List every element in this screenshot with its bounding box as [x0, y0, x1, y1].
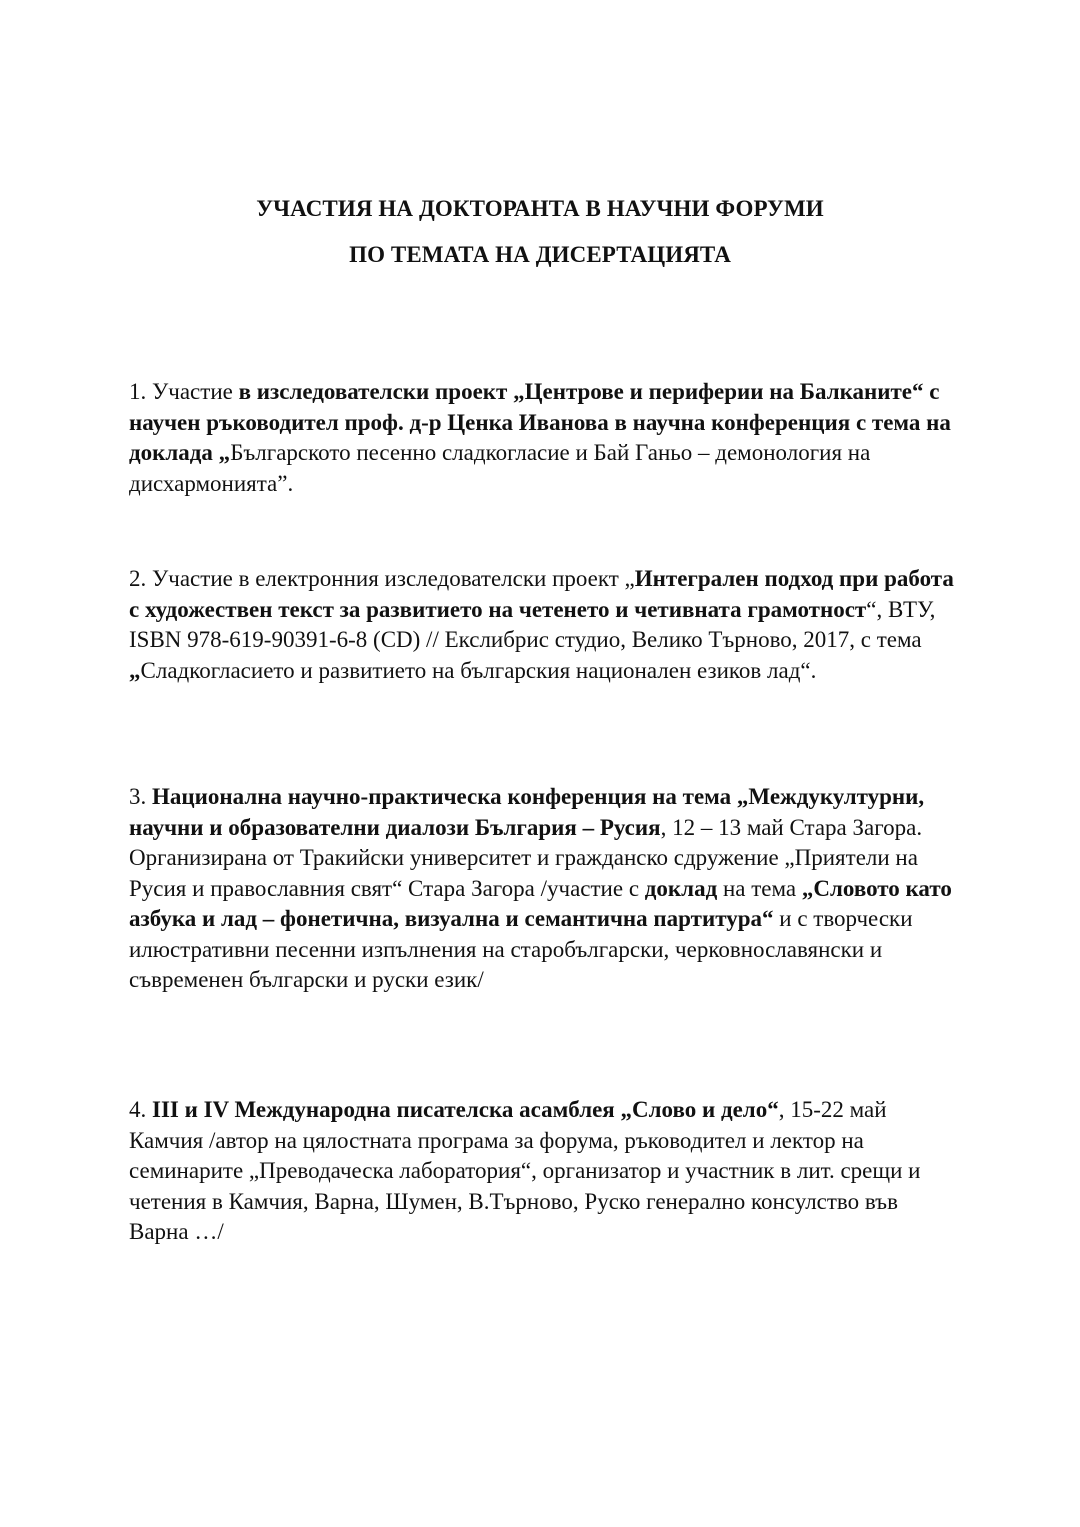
item-text: 2. Участие в електронния изследователски проект „: [129, 566, 635, 591]
item-text: на тема: [717, 875, 802, 901]
list-item: [129, 1095, 959, 1248]
item-bold-text: „Словото като азбука и лад – фонетична, визуална и семантична партитура“: [129, 875, 952, 931]
item-bold-text: в изследователски проект „Центрове и периферии на Балканите“ с научен ръководител проф. д-р Ценка Иванова в научна конференция с тема на доклада „: [129, 379, 951, 465]
item-bold-text: Интегрален подход при работа с художествен текст за развитието на четенето и четивната грамотност: [129, 566, 954, 622]
item-bold-text: III и IV Международна писателска асамблея „Слово и дело“: [152, 1097, 779, 1122]
item-text: 4.: [129, 1097, 152, 1122]
item-text: и с творчески илюстративни песенни изпълнения на старобългарски, черковнославянски и съвременен български и руски език/: [129, 906, 913, 992]
list-item: [129, 564, 959, 686]
document-title: [0, 192, 1080, 284]
item-bold-text: Национална научно-практическа конференция на тема „Междукултурни, научни и образователни диалози България – Русия: [129, 784, 925, 840]
title-line-1: УЧАСТИЯ НА ДОКТОРАНТА В НАУЧНИ ФОРУМИ: [256, 196, 824, 221]
item-text: 1. Участие: [129, 379, 239, 404]
item-text: , 15-22 май Камчия /автор на цялостната програма за форума, ръководител и лектор на семинарите „Преводаческа лаборатория“, организатор и участник в лит. срещи и четения в Камчия, Варна, Шумен, В.Търново, Руско генерално консулство във Варна …/: [129, 1097, 921, 1244]
list-item: [129, 377, 959, 499]
title-line-2: ПО ТЕМАТА НА ДИСЕРТАЦИЯТА: [349, 242, 731, 267]
item-bold-text: доклад: [644, 875, 718, 901]
item-text: 3.: [129, 784, 152, 809]
list-item: [129, 782, 959, 996]
item-text: , 12 – 13 май Стара Загора. Организирана от Тракийски университет и гражданско сдружение „Приятели на Русия и православния свят“ Стара Загора /участие с: [129, 814, 923, 901]
item-bold-text: „: [129, 657, 141, 683]
item-text: “, ВТУ, ISBN 978-619-90391-6-8 (CD) // Екслибрис студио, Велико Търново, 2017, с тема: [129, 596, 936, 652]
item-text: Сладкогласието и развитието на българския национален езиков лад“.: [140, 657, 817, 683]
item-text: Българското песенно сладкогласие и Бай Ганьо – демонология на дисхармонията”.: [129, 440, 871, 496]
